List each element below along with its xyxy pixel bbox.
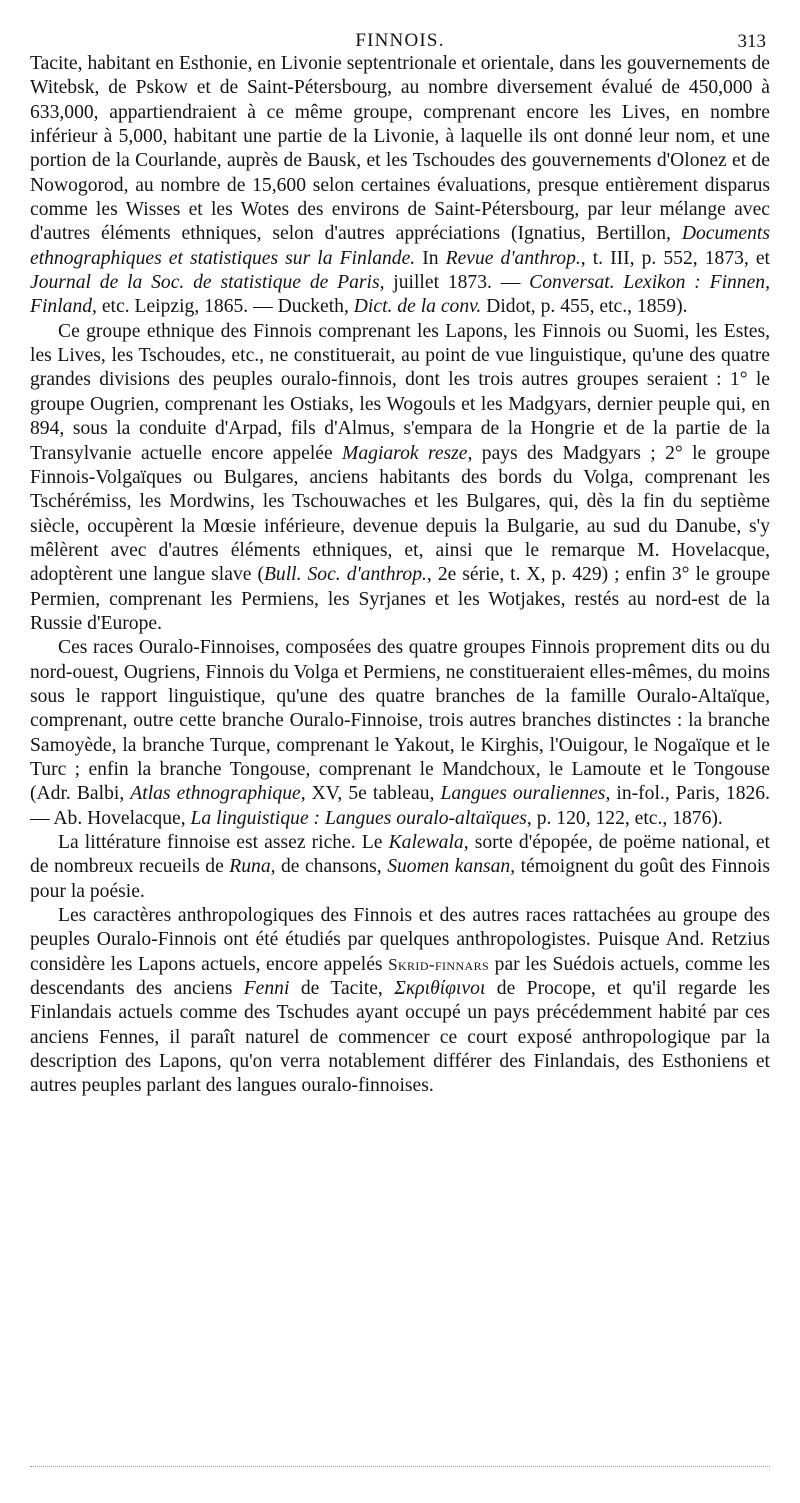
- text-run: , de chansons,: [270, 856, 388, 878]
- italic-text: La linguistique : Langues ouralo-altaïques: [190, 807, 527, 829]
- text-run: , pays des Madgyars ; 2° le groupe Finnois-Volgaïques ou Bulgares, anciens habitants des bords du Volga, comprenant les Tschérémiss, les Mordwins, les Tschouwaches et les Bulgares, qui, dès la fin du septième siècle, occupèrent la Mœsie inférieure, devenue depuis la Bulgarie, au sud du Danube, s'y mêlèrent avec d'autres éléments ethniques, et, ainsi que le remarque M. Hovelacque, adoptèrent une langue slave (: [30, 442, 771, 586]
- text-run: Ce groupe ethnique des Finnois comprenant les Lapons, les Finnois ou Suomi, les Estes, les Lives, les Tschoudes, etc., ne constituerait, au point de vue linguistique, qu'une des quatre grandes divisions des peuples ouralo-finnois, dont les trois autres groupes seraient : 1° le groupe Ougrien, comprenant les Ostiaks, les Wogouls et les Madgyars, dernier peuple qui, en 894, sous la conduite d'Arpad, fils d'Almus, s'empara de la Hongrie et de la partie de la Transylvanie actuelle encore appelée: [30, 320, 770, 464]
- small-caps-text: Skrid-finnars: [388, 954, 490, 974]
- paragraph-1: [30, 52, 770, 320]
- text-run: de Procope, et qu'il regarde les Finlandais actuels comme des Tschudes ayant occupé un pays précédemment habité par ces anciens Fennes, il paraît naturel de commencer ce court exposé anthropologique par la description des Lapons, qu'on verra notablement différer des Finlandais, des Esthoniens et autres peuples parlant des langues ouralo-finnoises.: [30, 978, 770, 1097]
- text-run: Les caractères anthropologiques des Finnois et des autres races rattachées au groupe des peuples Ouralo-Finnois ont été étudiés par quelques anthropologistes. Puisque And. Retzius considère les Lapons actuels, encore appelés: [30, 905, 770, 975]
- text-run: , etc. Leipzig, 1865. — Ducketh,: [92, 296, 354, 318]
- italic-text: Kalewala: [388, 832, 464, 853]
- italic-text: Dict. de la conv.: [353, 296, 482, 318]
- running-head: [30, 0, 770, 52]
- text-run: Ces races Ouralo-Finnoises, composées des quatre groupes Finnois proprement dits ou du nord-ouest, Ougriens, Finnois du Volga et Permiens, ne constitueraient elles-mêmes, du moins sous le rapport linguistique, qu'une des quatre branches de la famille Ouralo-Altaïque, comprenant, outre cette branche Ouralo-Finnoise, trois autres branches distinctes : la branche Samoyède, la branche Turque, comprenant le Yakout, le Kirghis, l'Ouigour, le Nogaïque et le Turc ; enfin la branche Tongouse, comprenant le Mandchoux, le Lamoute et le Tongouse (Adr. Balbi,: [30, 637, 770, 805]
- italic-text: Conversat. Lexikon : Finnen, Finland: [30, 272, 770, 318]
- text-run: par les Suédois actuels, comme les descendants des anciens: [30, 953, 771, 1000]
- italic-text: Magiarok resze: [342, 442, 468, 464]
- body-text: [30, 52, 770, 1099]
- text-run: , XV, 5e tableau,: [300, 783, 441, 805]
- running-title: FINNOIS.: [355, 30, 445, 51]
- bottom-dotted-rule: [30, 1466, 770, 1467]
- italic-text: Fenni: [243, 978, 290, 1000]
- book-page: [30, 0, 770, 1503]
- italic-text: Suomen kansan: [387, 856, 511, 878]
- text-run: , p. 120, 122, etc., 1876).: [526, 807, 723, 829]
- italic-text: Runa: [229, 856, 271, 878]
- italic-text: Documents ethnographiques et statistiques sur la Finlande.: [30, 223, 770, 269]
- italic-text: Atlas ethnographique: [130, 783, 301, 805]
- text-run: , in-fol., Paris, 1826. — Ab. Hovelacque,: [30, 783, 770, 829]
- text-run: de Tacite,: [289, 978, 395, 1000]
- text-run: Tacite, habitant en Esthonie, en Livonie septentrionale et orientale, dans les gouvernements de Witebsk, de Pskow et de Saint-Pétersbourg, au nombre diversement évalué de 450,000 à 633,000, appartiendraient à ce même groupe, comprenant encore les Lives, en nombre inférieur à 5,000, habitant une partie de la Livonie, à laquelle ils ont donné leur nom, et une portion de la Courlande, auprès de Bausk, et les Tschoudes des gouvernements d'Olonez et de Nowogorod, au nombre de 15,600 selon certaines évaluations, presque entièrement disparus comme les Wisses et les Wotes des environs de Saint-Pétersbourg, par leur mélange avec d'autres éléments ethniques, selon d'autres appréciations (Ignatius, Bertillon,: [30, 53, 770, 245]
- paragraph-2: [30, 320, 770, 636]
- paragraph-4: [30, 831, 770, 904]
- text-run: , témoignent du goût des Finnois pour la poésie.: [30, 856, 770, 902]
- italic-text: Revue d'anthrop.: [445, 247, 581, 269]
- text-run: , 2e série, t. X, p. 429) ; enfin 3° le groupe Permien, comprenant les Permiens, les Syrjanes et les Wotjakes, restés au nord-est de la Russie d'Europe.: [30, 564, 771, 634]
- text-run: , t. III, p. 552, 1873, et: [580, 247, 770, 269]
- paragraph-5: [30, 904, 770, 1099]
- page-number: 313: [737, 31, 766, 52]
- italic-text: Journal de la Soc. de statistique de Paris: [30, 272, 380, 294]
- text-run: La littérature finnoise est assez riche. Le: [58, 832, 389, 853]
- text-run: , juillet 1873. —: [379, 272, 530, 294]
- italic-text: Bull. Soc. d'anthrop.: [263, 564, 427, 586]
- text-run: In: [415, 247, 446, 269]
- italic-text: Σκριθίφινοι: [394, 978, 486, 1000]
- paragraph-3: [30, 636, 770, 831]
- italic-text: Langues ouraliennes: [440, 783, 606, 805]
- text-run: Didot, p. 455, etc., 1859).: [481, 296, 688, 318]
- text-run: , sorte d'épopée, de poëme national, et de nombreux recueils de: [30, 832, 770, 878]
